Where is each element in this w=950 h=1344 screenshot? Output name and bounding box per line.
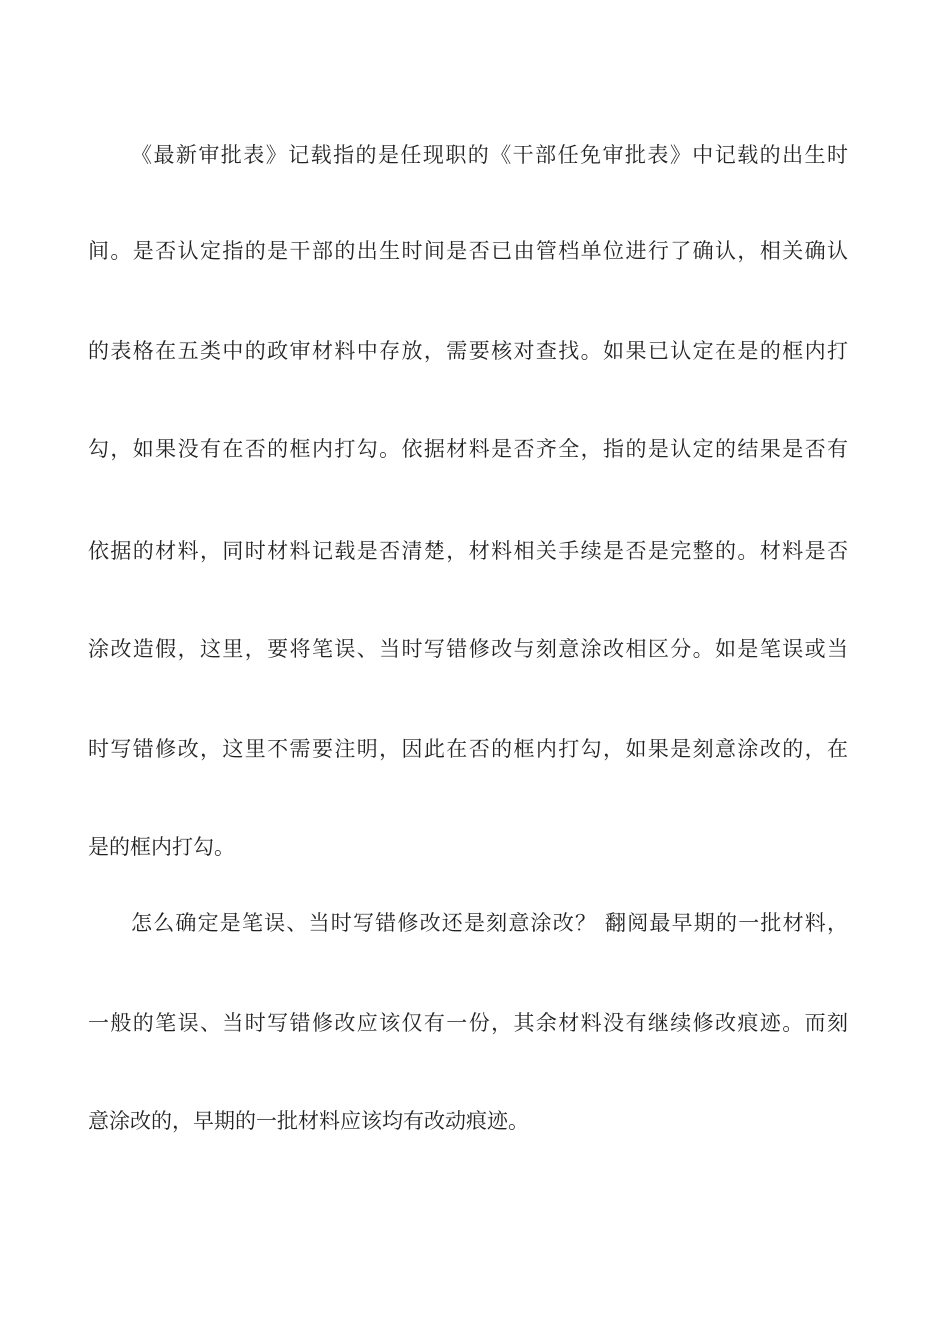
paragraph-2-line-1: 怎么确定是笔误、当时写错修改还是刻意涂改？ 翻阅最早期的一批材料， [131, 911, 848, 935]
paragraph-1-line-2: 间。是否认定指的是干部的出生时间是否已由管档单位进行了确认，相关确认 [88, 239, 848, 263]
paragraph-1-line-5: 依据的材料，同时材料记载是否清楚，材料相关手续是否是完整的。材料是否 [88, 539, 848, 563]
paragraph-1-line-1: 《最新审批表》记载指的是任现职的《干部任免审批表》中记载的出生时 [131, 143, 848, 167]
paragraph-1-line-3: 的表格在五类中的政审材料中存放，需要核对查找。如果已认定在是的框内打 [88, 339, 848, 363]
paragraph-1-line-4: 勾，如果没有在否的框内打勾。依据材料是否齐全，指的是认定的结果是否有 [88, 437, 848, 461]
paragraph-1-line-8: 是的框内打勾。 [88, 835, 235, 859]
paragraph-2-line-3: 意涂改的，早期的一批材料应该均有改动痕迹。 [88, 1109, 529, 1133]
paragraph-1-line-6: 涂改造假，这里，要将笔误、当时写错修改与刻意涂改相区分。如是笔误或当 [88, 637, 848, 661]
paragraph-1-line-7: 时写错修改，这里不需要注明，因此在否的框内打勾，如果是刻意涂改的，在 [88, 737, 848, 761]
paragraph-2-line-2: 一般的笔误、当时写错修改应该仅有一份，其余材料没有继续修改痕迹。而刻 [88, 1011, 848, 1035]
